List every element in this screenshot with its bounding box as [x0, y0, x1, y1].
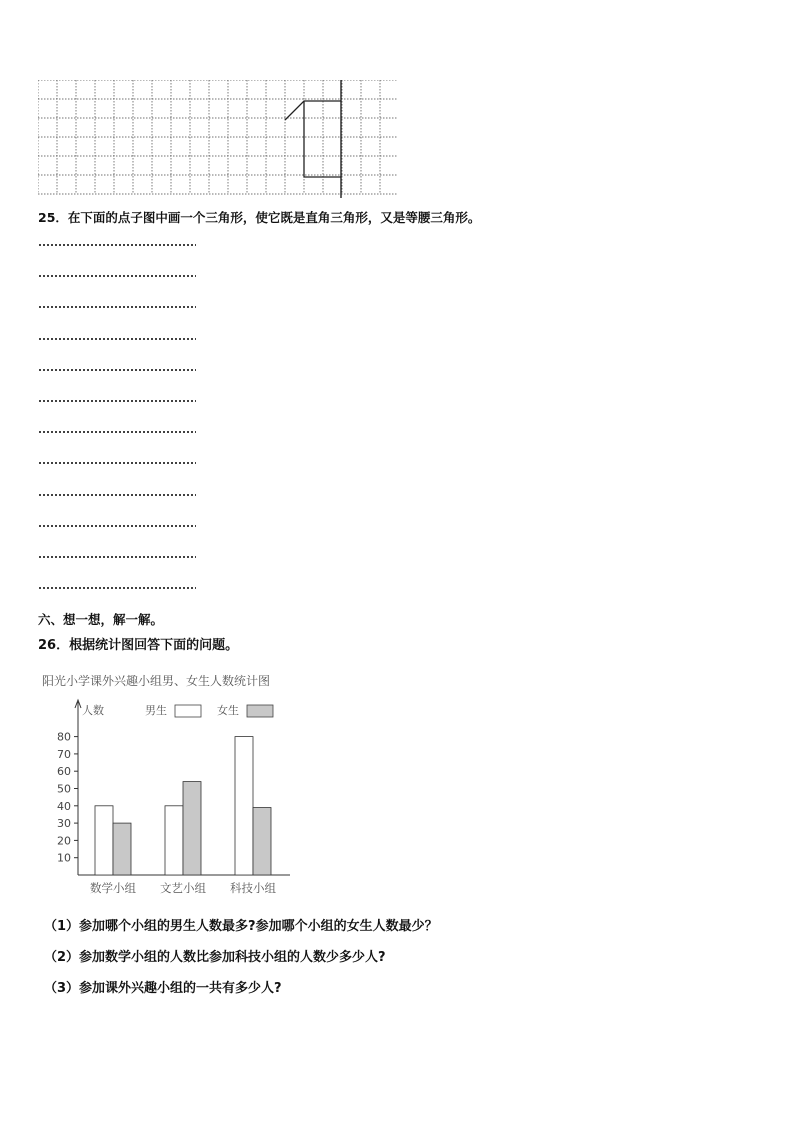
dot-row	[38, 462, 196, 464]
dot-row	[38, 587, 196, 589]
dot-row	[38, 369, 196, 371]
y-tick-label: 10	[57, 851, 71, 865]
shape-body	[304, 101, 341, 177]
bar-chart	[40, 694, 340, 904]
dot-row	[38, 556, 196, 558]
category-label: 文艺小组	[160, 881, 206, 895]
category-label: 数学小组	[90, 881, 136, 895]
y-tick-label: 40	[57, 799, 71, 813]
y-tick-label: 30	[57, 817, 71, 831]
y-tick-label: 70	[57, 747, 71, 761]
bar	[235, 737, 253, 875]
question-25: 25．在下面的点子图中画一个三角形，使它既是直角三角形，又是等腰三角形。	[38, 210, 481, 225]
category-label: 科技小组	[230, 881, 276, 895]
sub-question-3: （3）参加课外兴趣小组的一共有多少人?	[44, 981, 282, 996]
sub-question-1: （1）参加哪个小组的男生人数最多?参加哪个小组的女生人数最少？	[44, 919, 438, 934]
dot-row	[38, 525, 196, 527]
sub-question-2: （2）参加数学小组的人数比参加科技小组的人数少多少人?	[44, 950, 386, 965]
dot-row	[38, 400, 196, 402]
y-tick-label: 80	[57, 730, 71, 744]
y-axis-label: 人数	[82, 704, 104, 717]
bar	[253, 808, 271, 875]
dot-row	[38, 275, 196, 277]
question-26: 26．根据统计图回答下面的问题。	[38, 638, 239, 653]
grid-figure	[38, 80, 398, 198]
dot-row	[38, 431, 196, 433]
dot-row	[38, 494, 196, 496]
bar	[165, 806, 183, 875]
bar	[95, 806, 113, 875]
legend-swatch	[175, 705, 201, 717]
y-tick-label: 50	[57, 782, 71, 796]
legend-label: 女生	[217, 704, 239, 717]
legend-swatch	[247, 705, 273, 717]
dot-row	[38, 244, 196, 246]
dot-row	[38, 306, 196, 308]
bar	[113, 823, 131, 875]
grid-lines	[38, 80, 398, 194]
y-tick-label: 60	[57, 765, 71, 779]
shape-top-edge	[285, 101, 341, 120]
chart-title: 阳光小学课外兴趣小组男、女生人数统计图	[42, 674, 271, 688]
y-tick-label: 20	[57, 834, 71, 848]
bar	[183, 782, 201, 875]
legend-label: 男生	[145, 704, 167, 717]
section-6-heading: 六、想一想，解一解。	[38, 612, 164, 627]
dot-row	[38, 338, 196, 340]
grid-figure-svg	[38, 80, 398, 198]
